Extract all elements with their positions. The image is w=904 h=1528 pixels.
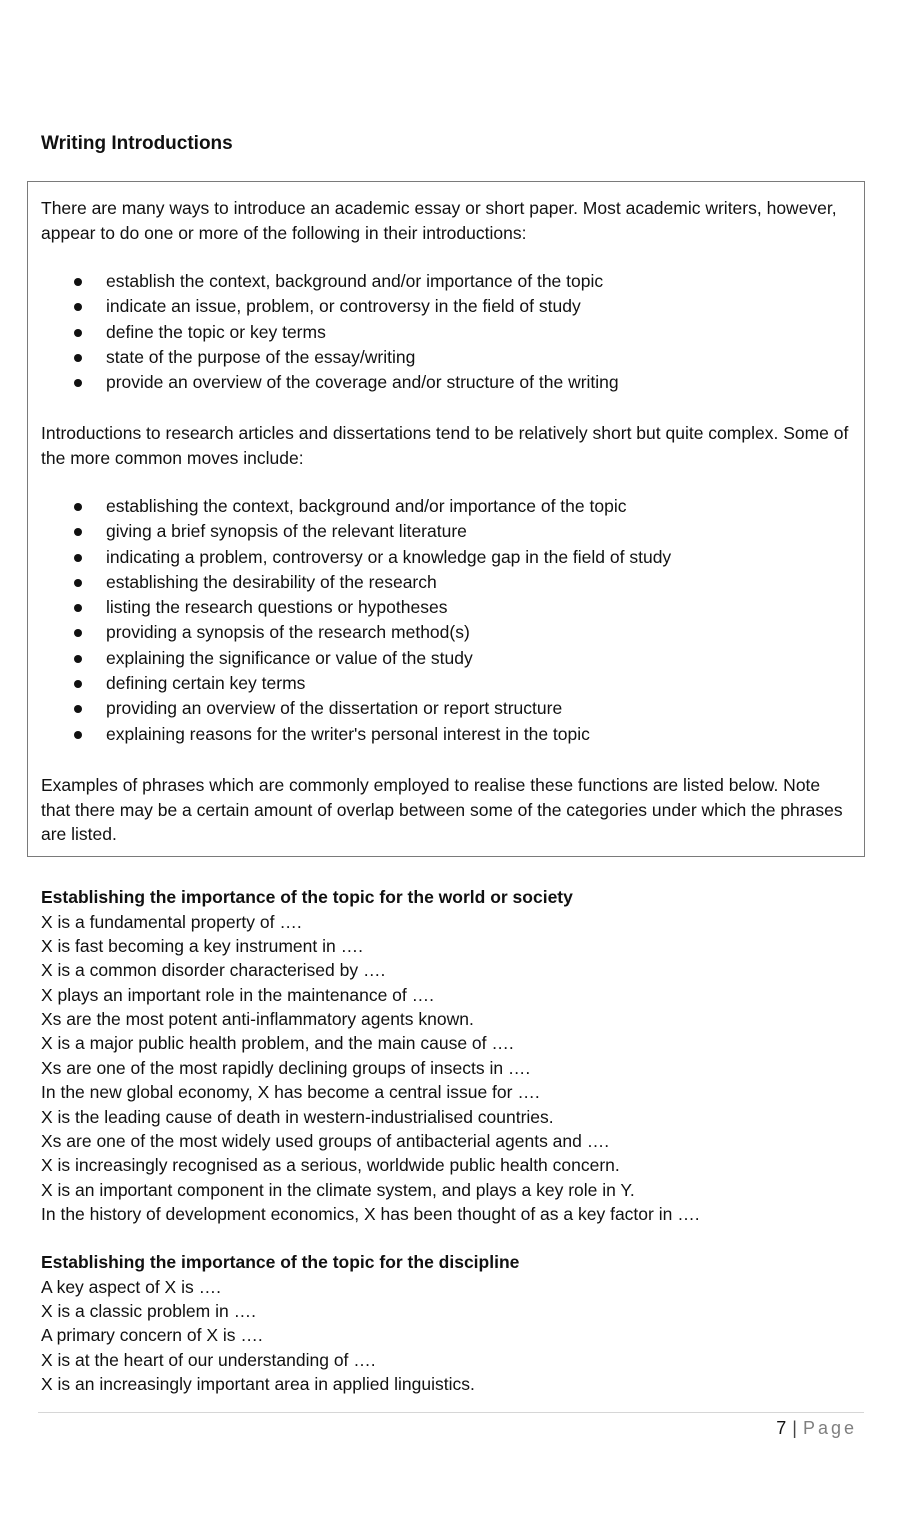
bullet-icon	[74, 604, 82, 612]
page-label: Page	[802, 1418, 857, 1438]
page-title: Writing Introductions	[41, 133, 233, 154]
section-title: Establishing the importance of the topic for the world or society	[41, 887, 573, 907]
list-item: providing an overview of the dissertation or report structure	[28, 696, 671, 721]
intro-box	[27, 181, 865, 857]
list-item: explaining reasons for the writer's personal interest in the topic	[28, 722, 671, 747]
intro-paragraph-1: There are many ways to introduce an academic essay or short paper. Most academic writers, however, appear to do one or more of the following in their introductions:	[41, 198, 837, 243]
phrase-item: Xs are the most potent anti-inflammatory agents known.	[41, 1009, 474, 1030]
footer-divider	[38, 1412, 864, 1413]
bullet-icon	[74, 655, 82, 663]
phrase-item: In the history of development economics, X has been thought of as a key factor in ….	[41, 1204, 700, 1225]
intro-list-1	[28, 269, 619, 395]
intro-paragraph-3: Examples of phrases which are commonly employed to realise these functions are listed below. Note that there may be a certain amount of overlap between some of the categories under which the phrases are listed.	[41, 775, 843, 844]
phrase-item: X is a major public health problem, and the main cause of ….	[41, 1033, 514, 1054]
section-title: Establishing the importance of the topic for the discipline	[41, 1252, 520, 1272]
list-item: providing a synopsis of the research method(s)	[28, 620, 671, 645]
list-item: listing the research questions or hypotheses	[28, 595, 671, 620]
phrase-item: X is an important component in the climate system, and plays a key role in Y.	[41, 1179, 635, 1200]
bullet-icon	[74, 629, 82, 637]
list-item: indicate an issue, problem, or controversy in the field of study	[28, 294, 619, 319]
phrase-item: A primary concern of X is ….	[41, 1325, 263, 1346]
list-item: giving a brief synopsis of the relevant literature	[28, 519, 671, 544]
intro-list-2	[28, 494, 671, 747]
list-item: defining certain key terms	[28, 671, 671, 696]
bullet-icon	[74, 579, 82, 587]
bullet-icon	[74, 528, 82, 536]
phrase-item: X is a common disorder characterised by ….	[41, 960, 386, 981]
intro-paragraph-2: Introductions to research articles and dissertations tend to be relatively short but quite complex. Some of the more common moves include:	[41, 423, 849, 468]
phrase-item: X is a fundamental property of ….	[41, 911, 302, 932]
list-item: explaining the significance or value of the study	[28, 646, 671, 671]
bullet-icon	[74, 354, 82, 362]
page-footer	[776, 1416, 857, 1440]
phrase-list	[41, 1275, 519, 1397]
list-item: state of the purpose of the essay/writing	[28, 345, 619, 370]
bullet-icon	[74, 278, 82, 286]
phrase-item: X is at the heart of our understanding of ….	[41, 1349, 376, 1370]
phrase-item: X is increasingly recognised as a serious, worldwide public health concern.	[41, 1155, 620, 1176]
list-item: provide an overview of the coverage and/or structure of the writing	[28, 370, 619, 395]
bullet-icon	[74, 554, 82, 562]
page-separator: |	[792, 1418, 797, 1438]
phrase-list	[41, 910, 700, 1227]
phrase-item: X plays an important role in the maintenance of ….	[41, 984, 434, 1005]
bullet-icon	[74, 680, 82, 688]
list-item: establishing the desirability of the research	[28, 570, 671, 595]
section-discipline-importance	[41, 1250, 519, 1396]
bullet-icon	[74, 705, 82, 713]
phrase-item: X is an increasingly important area in applied linguistics.	[41, 1374, 475, 1395]
phrase-item: Xs are one of the most widely used groups of antibacterial agents and ….	[41, 1131, 610, 1152]
bullet-icon	[74, 303, 82, 311]
bullet-icon	[74, 329, 82, 337]
phrase-item: A key aspect of X is ….	[41, 1276, 221, 1297]
bullet-icon	[74, 379, 82, 387]
phrase-item: In the new global economy, X has become a central issue for ….	[41, 1082, 540, 1103]
list-item: indicating a problem, controversy or a knowledge gap in the field of study	[28, 545, 671, 570]
section-world-importance	[41, 885, 700, 1227]
phrase-item: X is fast becoming a key instrument in ….	[41, 935, 363, 956]
phrase-item: X is the leading cause of death in western-industrialised countries.	[41, 1106, 554, 1127]
list-item: establish the context, background and/or importance of the topic	[28, 269, 619, 294]
phrase-item: Xs are one of the most rapidly declining groups of insects in ….	[41, 1057, 531, 1078]
list-item: establishing the context, background and/or importance of the topic	[28, 494, 671, 519]
page-number: 7	[776, 1418, 787, 1438]
bullet-icon	[74, 731, 82, 739]
list-item: define the topic or key terms	[28, 320, 619, 345]
bullet-icon	[74, 503, 82, 511]
phrase-item: X is a classic problem in ….	[41, 1300, 256, 1321]
